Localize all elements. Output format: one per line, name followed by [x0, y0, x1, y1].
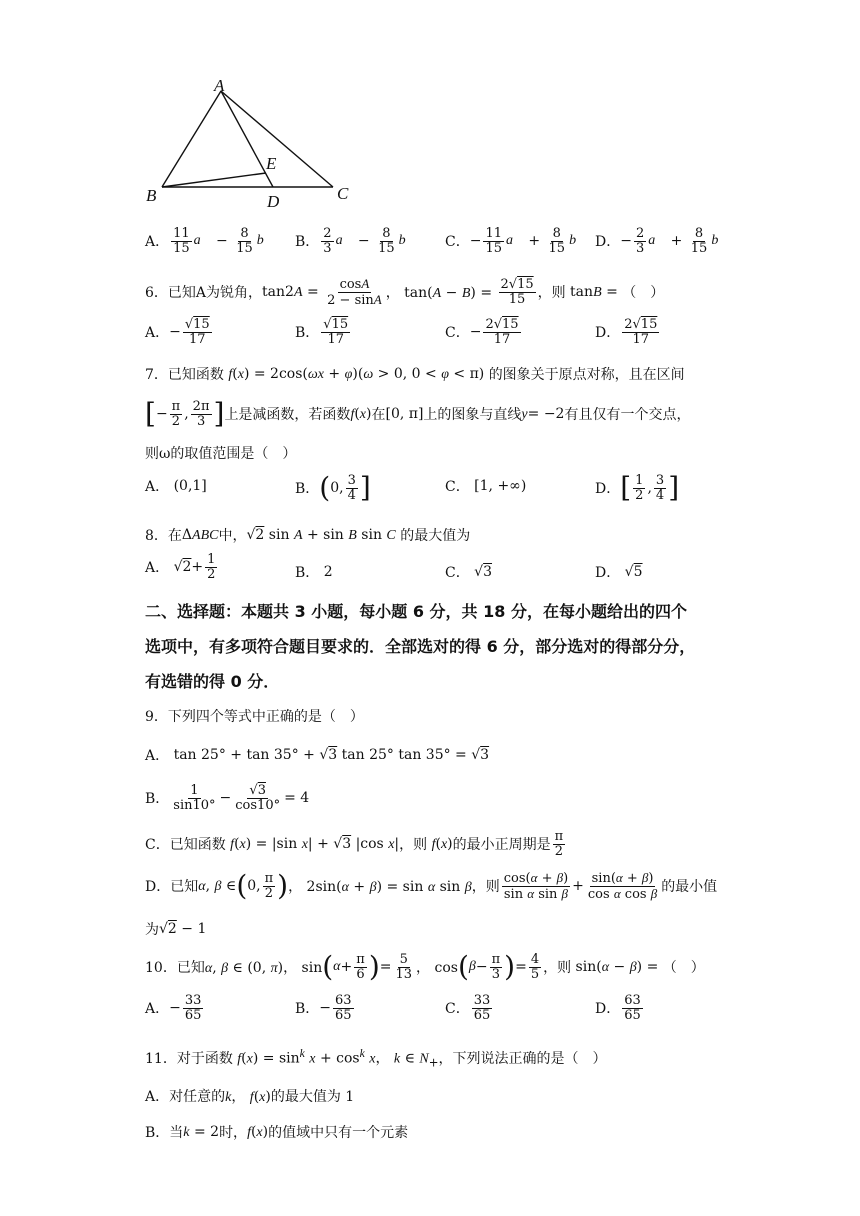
q6-option-b[interactable]: B． $\frac{√15}{17}$	[295, 317, 349, 347]
q10-option-a[interactable]: A． − $\frac{33}{65}$	[145, 993, 202, 1023]
q11-option-a[interactable]: A．对任意的 k， f(x) 的最大值为 1	[145, 1089, 355, 1105]
q8-option-d[interactable]: D． √ 5	[595, 564, 643, 581]
q10-option-d[interactable]: D． $\frac{63}{65}$	[595, 993, 641, 1023]
q5-option-b[interactable]: B． $\frac{2}{3}$ a⃗ − $\frac{8}{15}$ b⃗	[295, 226, 417, 256]
triangle-figure	[140, 75, 360, 210]
q5-option-c[interactable]: C． − $\frac{11}{15}$ a⃗ + $\frac{8}{15}$ b⃗	[445, 226, 587, 256]
label-c: C	[337, 184, 349, 203]
q9-option-d[interactable]: D．已知 α, β ∈ ( 0, $\frac{\pi}{2}$ ) ， 2sin(α + β) = sin α sin β ，则 $\frac{\cos(\alpha + \beta)}{\text{sin α sin β}}$ + $\frac{\sin(\alpha + \beta)}{\text{cos α cos β}}$ 的最小值	[145, 869, 718, 902]
q9-stem: 9．下列四个等式中正确的是（ ）	[145, 709, 364, 725]
q11-option-b[interactable]: B．当 k = 2 时， f(x) 的值域中只有一个元素	[145, 1123, 409, 1141]
section2-line1: 二、选择题：本题共 3 小题，每小题 6 分，共 18 分，在每小题给出的四个	[145, 602, 687, 621]
q9-option-c[interactable]: C．已知函数 f(x) = |sin x| + √3 |cos x| ，则 f(x) 的最小正周期是 $\frac{\pi}{2}$	[145, 828, 564, 859]
q6-option-d[interactable]: D． $\frac{2√15}{17}$	[595, 317, 658, 347]
q8-option-a[interactable]: A． √ 2 + $\frac{1}{2}$	[145, 552, 216, 582]
q11-stem: 11．对于函数 $f(x) = \sin^k x + \cos^k x$， k ∈ $N_+$ ，下列说法正确的是（ ）	[145, 1046, 607, 1070]
q9-option-a[interactable]: A． tan 25° + tan 35° + √3 tan 25° tan 35° = √3	[145, 747, 490, 764]
segment-be	[162, 173, 266, 187]
q7-stem-line3: 则ω的取值范围是（ ）	[145, 446, 297, 462]
q6-option-c[interactable]: C． − $\frac{2√15}{17}$	[445, 317, 519, 347]
q6-stem: 6．已知A为锐角， tan2A = $\frac{\cos A}{2 - \sin A}$ ， tan(A − B) = $\frac{2√15}{15}$ ，则 tanB = （ ）	[145, 275, 665, 308]
label-e: E	[266, 154, 277, 173]
edge-ac	[221, 91, 333, 187]
q7-stem-line1: 7．已知函数 f(x) = 2cos(ωx + φ)(ω > 0, 0 < φ < π) 的图象关于原点对称，且在区间	[145, 365, 685, 383]
label-d: D	[267, 192, 280, 210]
q7-option-d[interactable]: D． [ $\frac{1}{2}$ , $\frac{3}{4}$ ]	[595, 471, 680, 505]
q5-option-d[interactable]: D． − $\frac{2}{3}$ a⃗ + $\frac{8}{15}$ b⃗	[595, 226, 730, 256]
q9-option-b[interactable]: B． $\frac{1}{\sin 10^\circ}$ − $\frac{√3}{\cos 10^\circ}$ = 4	[145, 782, 310, 813]
q8-option-c[interactable]: C． √ 3	[445, 564, 493, 581]
q10-option-b[interactable]: B． − $\frac{63}{65}$	[295, 993, 352, 1023]
q8-stem: 8．在 ΔABC 中， √2 sin A + sin B sin C 的最大值为	[145, 526, 471, 544]
section2-line3: 有选错的得 0 分．	[145, 672, 280, 691]
q5-option-a[interactable]: A． $\frac{11}{15}$ a⃗ − $\frac{8}{15}$ b⃗	[145, 226, 275, 256]
label-b: B	[146, 186, 157, 205]
q7-option-c[interactable]: C． [1, +∞)	[445, 478, 527, 495]
q7-stem-line2: [ − $\frac{\pi}{2}$ , $\frac{2\pi}{3}$ ] 上是减函数，若函数 f(x) 在 [0, π] 上的图象与直线 y= −2 有且仅有一个交点，	[145, 397, 691, 430]
q8-option-b[interactable]: B． 2	[295, 564, 333, 581]
section2-line2: 选项中，有多项符合题目要求的．全部选对的得 6 分，部分选对的得部分分，	[145, 637, 696, 656]
q10-stem: 10．已知 α, β ∈ (0, π)， sin ( α + $\frac{\pi}{6}$ ) = $\frac{5}{13}$ ， cos ( β − $\frac{\pi}{3}$ ) = $\frac{4}{5}$ ，则 sin(α − β) = （ ）	[145, 950, 705, 983]
label-a: A	[214, 76, 225, 95]
q7-option-a[interactable]: A． (0,1]	[145, 478, 207, 495]
q6-option-a[interactable]: A． − $\frac{√15}{17}$	[145, 317, 210, 347]
q7-option-b[interactable]: B． ( 0, $\frac{3}{4}$ ]	[295, 471, 371, 505]
edge-ab	[162, 91, 221, 187]
q9-option-d-cont: 为 √2 − 1	[145, 921, 207, 938]
q10-option-c[interactable]: C． $\frac{33}{65}$	[445, 993, 491, 1023]
